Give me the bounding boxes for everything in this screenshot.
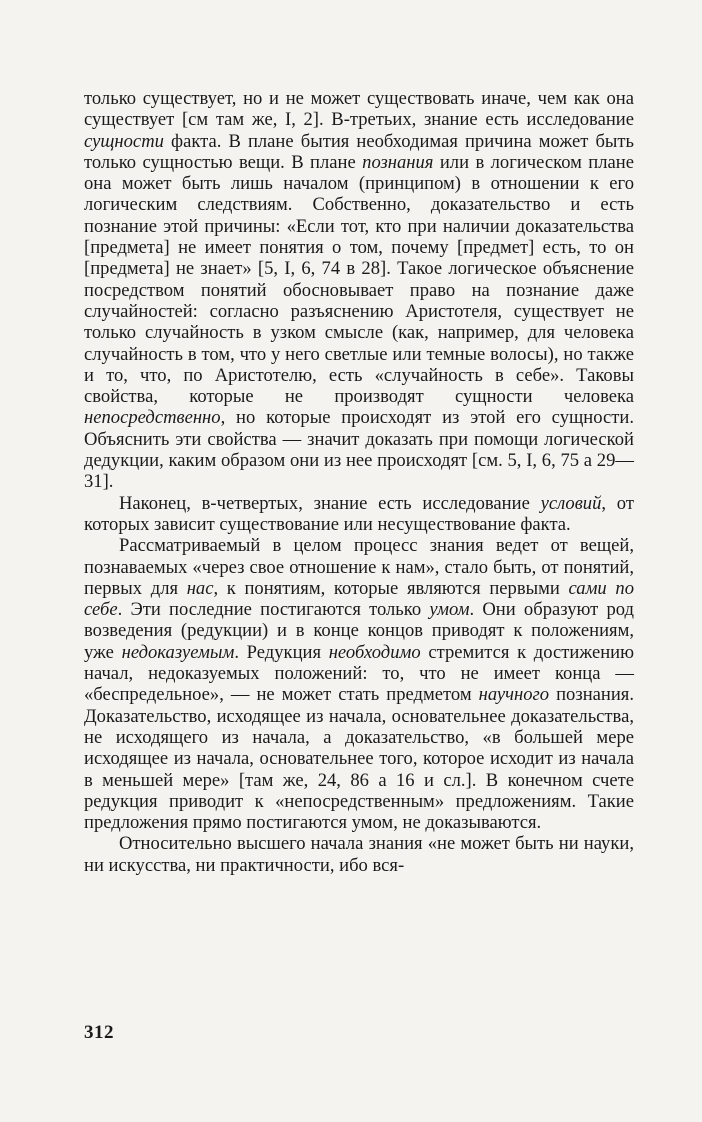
text-run: . Эти последние постигаются только — [117, 599, 430, 621]
italic-run: условий — [540, 492, 602, 514]
italic-run: умом — [429, 599, 470, 621]
text-run: Наконец, в-четвертых, знание есть исследование — [119, 492, 541, 514]
italic-run: необходимо — [328, 641, 421, 663]
page-number: 312 — [84, 1022, 114, 1043]
italic-run: научного — [478, 684, 550, 706]
text-run: . Они образуют род возведения (редукции) и в конце концов приводят к положениям, уже — [84, 599, 634, 663]
text-run: . Редукция — [234, 641, 329, 663]
italic-run: сущности — [84, 130, 164, 152]
text-run: Рассматриваемый в целом процесс знания ведет от вещей, познаваемых «через свое отношение к нам», стало быть, от понятий, первых для — [84, 535, 634, 599]
text-run: Относительно высшего начала знания «не может быть ни науки, ни искусства, ни практичности, ибо вся- — [84, 833, 634, 876]
body-text — [84, 88, 634, 876]
text-run: только существует, но и не может существовать иначе, чем как она существует [см там же, I, 2]. В-третьих, знание есть исследование — [84, 88, 634, 131]
paragraph-2 — [84, 493, 634, 536]
italic-run: познания — [362, 151, 434, 173]
paragraph-3 — [84, 535, 634, 833]
text-run: , к понятиям, которые являются первыми — [213, 577, 569, 599]
paragraph-1 — [84, 88, 634, 493]
paragraph-4 — [84, 833, 634, 876]
text-run: или в логическом плане она может быть лишь началом (принципом) в отношении к его логическим следствиям. Собственно, доказательство и есть познание этой причины: «Если тот, кто при наличии доказательства [предмета] не имеет понятия о том, почему [предмет] есть, то он [предмета] не знает» [5, I, 6, 74 в 28]. Такое логическое объяснение посредством понятий обосновывает право на познание даже случайностей: согласно разъяснению Аристотеля, существует не только случайность в узком смысле (как, например, для человека случайность в том, что у него светлые или темные волосы), но также и то, что, по Аристотелю, есть «случайность в себе». Таковы свойства, которые не производят сущности человека — [84, 151, 634, 408]
italic-run: недоказуемым — [121, 641, 235, 663]
text-run: стремится к достижению начал, недоказуемых положений: то, что не имеет конца — «беспредельное», — не может стать предметом — [84, 641, 634, 706]
text-run: познания. Доказательство, исходящее из начала, основательнее доказательства, не исходящего из начала, а доказательство, «в большей мере исходящее из начала, основательнее того, которое исходит из начала в меньшей мере» [там же, 24, 86 а 16 и сл.]. В конечном счете редукция приводит к «непосредственным» предложениям. Такие предложения прямо постигаются умом, не доказываются. — [84, 684, 634, 834]
italic-run: нас — [186, 577, 214, 599]
italic-run: сами по себе — [84, 577, 634, 621]
text-run: факта. В плане бытия необходимая причина может быть только сущностью вещи. В плане — [84, 130, 634, 173]
italic-run: непосредственно — [84, 407, 221, 429]
text-run: , от которых зависит существование или несуществование факта. — [84, 492, 634, 535]
text-run: , но которые происходят из этой его сущности. Объяснить эти свойства — значит доказать при помощи логической дедукции, каким образом они из нее происходят [см. 5, I, 6, 75 а 29—31]. — [84, 407, 634, 493]
